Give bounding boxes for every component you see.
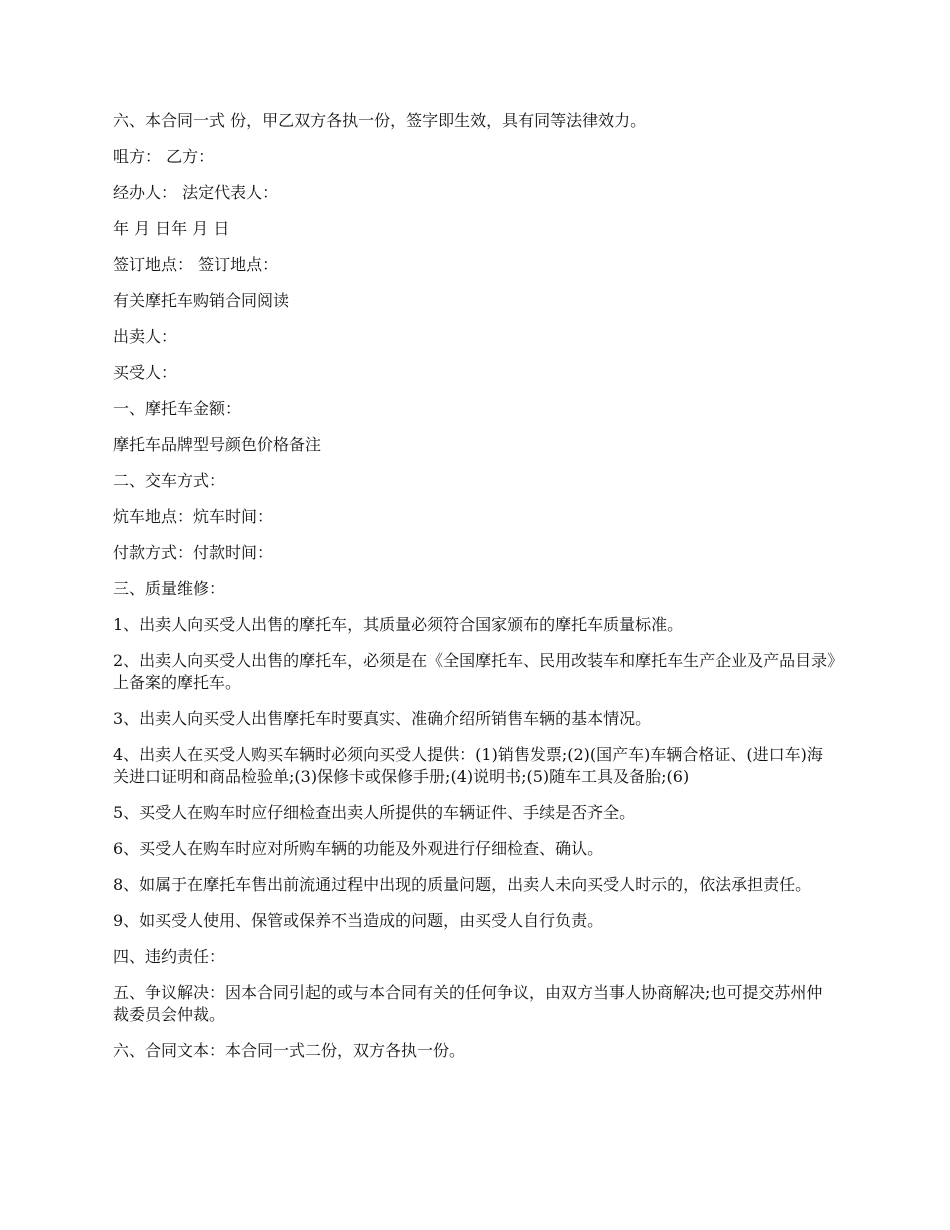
heading-amount: 一、摩托车金额： (113, 399, 242, 418)
paragraph-payment: 付款方式：付款时间： (113, 543, 274, 562)
clause-3: 3、出卖人向买受人出售摩托车时要真实、准确介绍所销售车辆的基本情况。 (113, 709, 652, 728)
document-section-title: 有关摩托车购销合同阅读 (113, 291, 290, 310)
heading-quality: 三、质量维修： (113, 579, 226, 598)
document-page (113, 110, 837, 1076)
paragraph-signing-place: 签订地点： 签订地点： (113, 255, 279, 274)
clause-4: 4、出卖人在买受人购买车辆时必须向买受人提供：(1)销售发票;(2)(国产车)车辆合格证、(进口车)海关进口证明和商品检验单;(3)保修卡或保修手册;(4)说明书;(5)随车工具及备胎;(6) (113, 745, 823, 786)
clause-5: 5、买受人在购车时应仔细检查出卖人所提供的车辆证件、手续是否齐全。 (113, 803, 636, 822)
clause-8: 8、如属于在摩托车售出前流通过程中出现的质量问题，出卖人未向买受人时示的，依法承担责任。 (113, 875, 812, 894)
paragraph-validity-clause: 六、本合同一式 份，甲乙双方各执一份，签字即生效，具有同等法律效力。 (113, 111, 647, 130)
clause-2: 2、出卖人向买受人出售的摩托车，必须是在《全国摩托车、民用改装车和摩托车生产企业及产品目录》上备案的摩托车。 (113, 651, 836, 692)
heading-liability: 四、违约责任： (113, 947, 226, 966)
paragraph-seller: 出卖人： (113, 327, 178, 346)
clause-copies: 六、合同文本：本合同一式二份，双方各执一份。 (113, 1041, 466, 1060)
clause-9: 9、如买受人使用、保管或保养不当造成的问题，由买受人自行负责。 (113, 911, 604, 930)
clause-dispute: 五、争议解决：因本合同引起的或与本合同有关的任何争议，由双方当事人协商解决;也可提交苏州仲裁委员会仲裁。 (113, 983, 823, 1024)
paragraph-delivery-place-time: 炕车地点：炕车时间： (113, 507, 274, 526)
clause-6: 6、买受人在购车时应对所购车辆的功能及外观进行仔细检查、确认。 (113, 839, 604, 858)
paragraph-buyer: 买受人： (113, 363, 178, 382)
heading-delivery: 二、交车方式： (113, 471, 226, 490)
paragraph-dates: 年 月 日年 月 日 (113, 219, 230, 238)
paragraph-signatories: 经办人： 法定代表人： (113, 183, 279, 202)
paragraph-table-header: 摩托车品牌型号颜色价格备注 (113, 435, 322, 454)
paragraph-parties: 咀方： 乙方： (113, 147, 215, 166)
clause-1: 1、出卖人向买受人出售的摩托车，其质量必须符合国家颁布的摩托车质量标准。 (113, 615, 684, 634)
